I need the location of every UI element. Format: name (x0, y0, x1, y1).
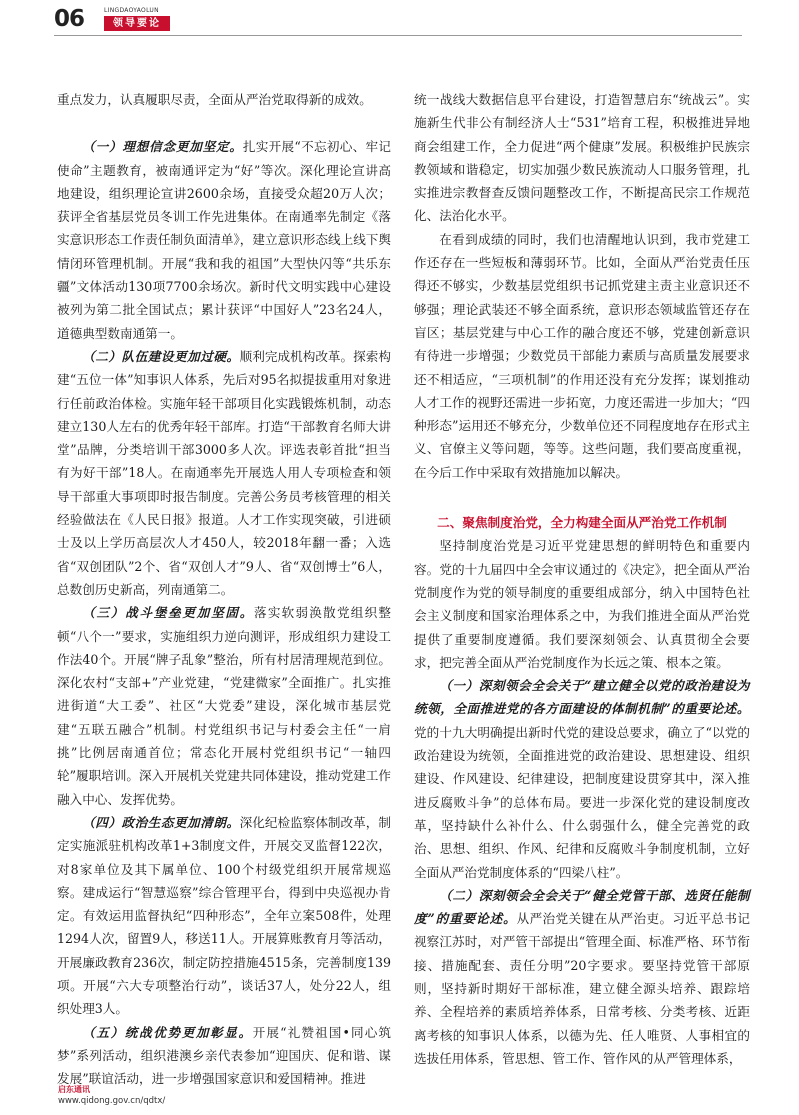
paragraph-text: 开展“礼赞祖国•同心筑梦”系列活动，组织港澳乡亲代表参加“迎国庆、促和谐、谋发展”联谊活动，进一步增强国家意识和爱国精神。推进 (57, 1024, 392, 1087)
publication-name: 启东通讯 (58, 1085, 90, 1094)
paragraph-lead: （二）深刻领会全会关于“健全党管干部、选贤任能制度”的重要论述。 (414, 887, 750, 927)
paragraph (57, 811, 391, 1021)
publication-url[interactable]: www.qidong.gov.cn/qdtx/ (58, 1096, 166, 1106)
paragraph-text: 党的十九大明确提出新时代党的建设总要求，确立了“以党的政治建设为统领，全面推进党的政治建设、思想建设、组织建设、作风建设、纪律建设，把制度建设贯穿其中，深入推进反腐败斗争”的总体布局。要进一步深化党的建设制度改革，坚持缺什么补什么、什么弱强什么，健全完善党的政治、思想、组织、作风、纪律和反腐败斗争制度机制，立好全面从严治党制度体系的“四梁八柱”。 (414, 724, 750, 880)
paragraph-text: 落实软弱涣散党组织整顿“八个一”要求，实施组织力逆向测评，形成组织力建设工作法40个。开展“牌子乱象”整治，所有村居清理规范到位。深化农村“支部+”产业党建，“党建微家”全面推广。扎实推进街道“大工委”、社区“大党委”建设，深化城市基层党建“五联五融合”机制。村党组织书记与村委会主任“一肩挑”比例居南通首位；常态化开展村党组织书记“一轴四轮”履职培训。深入开展机关党建共同体建设，推动党建工作融入中心、发挥优势。 (57, 605, 392, 807)
section-heading: 二、聚焦制度治党，全力构建全面从严治党工作机制 (437, 515, 727, 531)
paragraph (57, 345, 391, 601)
paragraph-text: 扎实开展“不忘初心、牢记使命”主题教育，被南通评定为“好”等次。深化理论宣讲高地建设，组织理论宣讲2600余场，直接受众超20万人次；获评全省基层党员冬训工作先进集体。在南通率先制定《落实意识形态工作责任制负面清单》，建立意识形态线上线下舆情闭环管理机制。开展“我和我的祖国”大型快闪等“共乐东疆”文体活动130项7700余场次。新时代文明实践中心建设被列为第二批全国试点；累计获评“中国好人”23名24人，道德典型数南通第一。 (57, 139, 391, 341)
paragraph: 在看到成绩的同时，我们也清醒地认识到，我市党建工作还存在一些短板和薄弱环节。比如，全面从严治党责任压得还不够实，少数基层党组织书记抓党建主责主业意识还不够强；理论武装还不够全面系统，意识形态领域监管还存在盲区；基层党建与中心工作的融合度还不够，党建创新意识有待进一步增强；少数党员干部能力素质与高质量发展要求还不相适应，“三项机制”的作用还没有充分发挥；谋划推动人才工作的视野还需进一步拓宽，力度还需进一步加大；“四种形态”运用还不够充分，少数单位还不同程度地存在形式主义、官僚主义等问题，等等。这些问题，我们要高度重视，在今后工作中采取有效措施加以解决。 (414, 231, 750, 480)
paragraph-lead: （五）统战优势更加彰显。 (82, 1024, 253, 1040)
paragraph-gap (57, 111, 391, 135)
right-column (414, 88, 750, 1070)
paragraph-lead: （二）队伍建设更加过硬。 (82, 348, 240, 364)
left-column (57, 88, 391, 1090)
section-title-badge: 领导要论 (104, 16, 170, 31)
paragraph (414, 884, 750, 1070)
paragraph-text: 顺利完成机构改革。探索构建“五位一体”知事识人体系，先后对95名拟提拔重用对象进行任前政治体检。实施年轻干部项目化实践锻炼机制，动态建立130人左右的优秀年轻干部库。打造“干部教育名师大讲堂”品牌，分类培训干部3000多人次。评选表彰首批“担当有为好干部”18人。在南通率先开展选人用人专项检查和领导干部重大事项即时报告制度。完善公务员考核管理的相关经验做法在《人民日报》报道。人才工作实现突破，引进硕士及以上学历高层次人才450人，较2018年翻一番；入选省“双创团队”2个、省“双创人才”9人、省“双创博士”6人，总数创历史新高，列南通第二。 (57, 348, 392, 597)
paragraph (414, 674, 750, 884)
paragraph: 重点发力，认真履职尽责，全面从严治党取得新的成效。 (57, 92, 372, 107)
header-divider (54, 35, 742, 36)
section-gap (414, 484, 750, 511)
paragraph (57, 135, 391, 345)
page-number: 06 (54, 6, 85, 32)
paragraph-text: 深化纪检监察体制改革，制定实施派驻机构改革1+3制度文件，开展交叉监督122次，对8家单位及其下属单位、100个村级党组织开展常规巡察。建成运行“智慧巡察”综合管理平台，得到中央巡视办肯定。有效运用监督执纪“四种形态”，全年立案508件，处理1294人次，留置9人，移送11人。开展算账教育月等活动，开展廉政教育236次，制定防控措施4515条，完善制度139项。开展“六大专项整治行动”，谈话37人，处分22人，组织处理3人。 (57, 814, 392, 1017)
paragraph-lead: （三）战斗堡垒更加坚固。 (82, 605, 255, 621)
paragraph-text: 从严治党关键在从严治吏。习近平总书记视察江苏时，对严管干部提出“管理全面、标准严格、环节衔接、措施配套、责任分明”20字要求。要坚持党管干部原则，坚持新时期好干部标准，建立健全源头培养、跟踪培养、全程培养的素质培养体系，日常考核、分类考核、近距离考核的知事识人体系，以德为先、任人唯贤、人事相宜的选拔任用体系，管思想、管工作、管作风的从严管理体系， (414, 911, 751, 1066)
paragraph-lead: （一）理想信念更加坚定。 (82, 139, 243, 155)
paragraph: 坚持制度治党是习近平党建思想的鲜明特色和重要内容。党的十九届四中全会审议通过的《决定》，把全面从严治党制度作为党的领导制度的重要组成部分，纳入中国特色社会主义制度和国家治理体系之中，为我们推进全面从严治党提供了重要制度遵循。我们要深刻领会、认真贯彻全会要求，把完善全面从严治党制度作为长远之策、根本之策。 (414, 538, 750, 670)
paragraph (57, 1021, 391, 1091)
paragraph (57, 601, 391, 811)
paragraph: 统一战线大数据信息平台建设，打造智慧启东“统战云”。实施新生代非公有制经济人士“531”培育工程，积极推进异地商会组建工作，全力促进“两个健康”发展。积极维护民族宗教领域和谐稳定，切实加强少数民族流动人口服务管理，扎实推进宗教督查反馈问题整改工作，不断提高民宗工作规范化、法治化水平。 (414, 92, 750, 224)
section-pinyin: LINGDAOYAOLUN (104, 7, 159, 14)
page-footer (58, 1085, 165, 1107)
page-header (0, 0, 799, 46)
paragraph-lead: （一）深刻领会全会关于“建立健全以党的政治建设为统领，全面推进党的各方面建设的体制机制”的重要论述。 (414, 678, 750, 717)
paragraph-lead: （四）政治生态更加清朗。 (82, 814, 240, 830)
